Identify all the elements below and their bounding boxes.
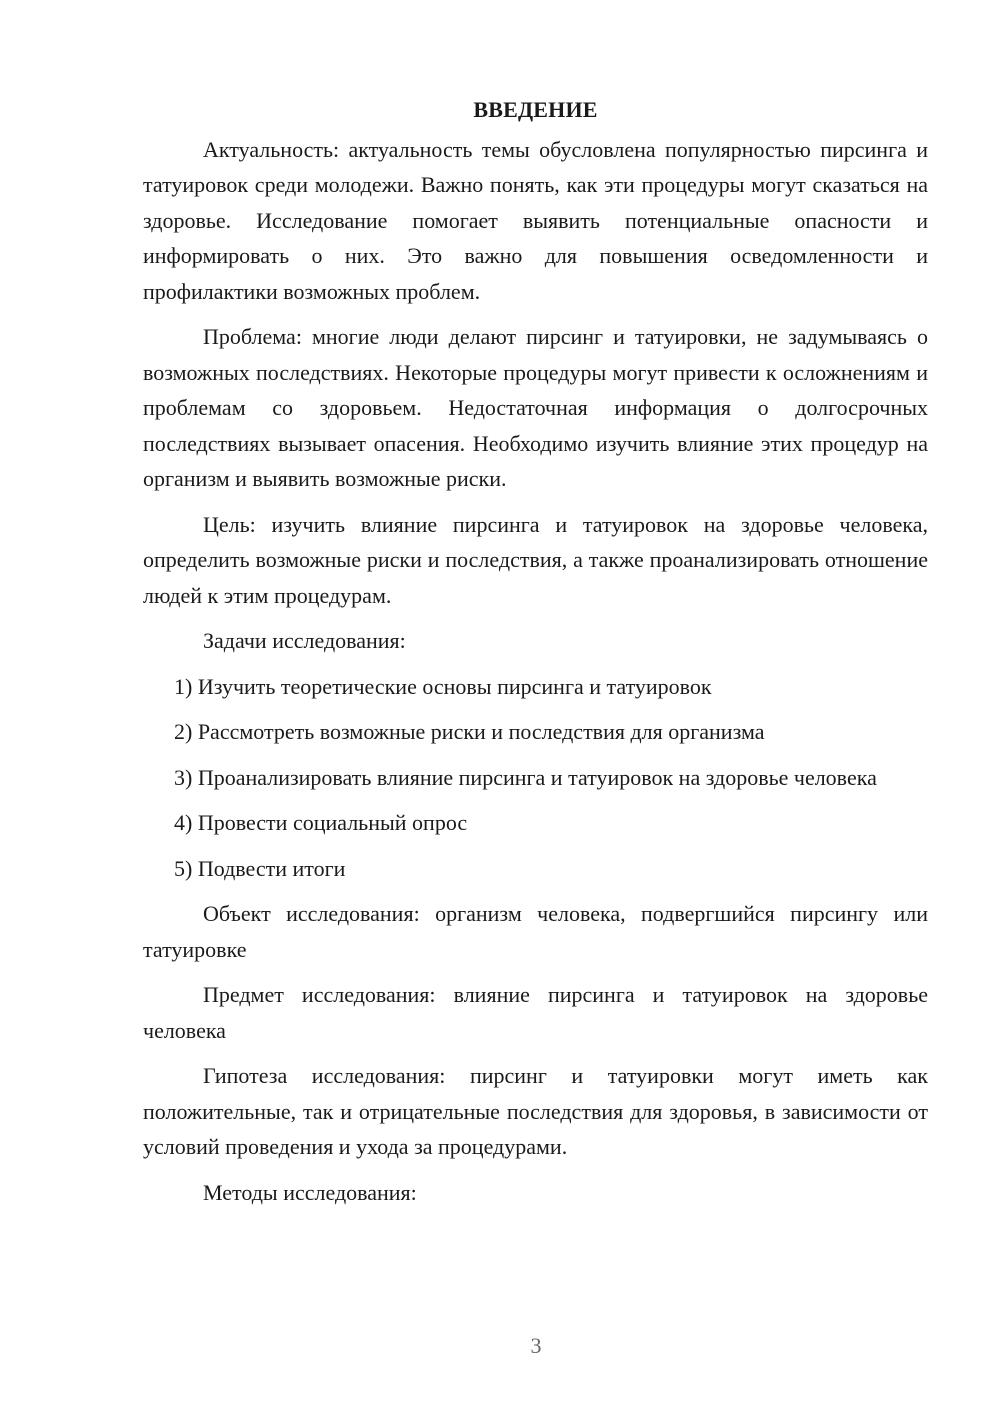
problem-paragraph: Проблема: многие люди делают пирсинг и татуировки, не задумываясь о возможных последствиях. Некоторые процедуры могут привести к осложнениям и проблемам со здоровьем. Недостаточная информация о долгосрочных последствиях вызывает опасения. Необходимо изучить влияние этих процедур на организм и выявить возможные риски. [143, 324, 928, 491]
list-item: 3) Проанализировать влияние пирсинга и татуировок на здоровье человека [174, 764, 877, 790]
page-number: 3 [530, 1333, 542, 1358]
document-page [143, 92, 928, 1220]
subject-paragraph: Предмет исследования: влияние пирсинга и татуировок на здоровье человека [143, 982, 928, 1043]
list-item: 1) Изучить теоретические основы пирсинга и татуировок [174, 673, 712, 699]
list-item: 5) Подвести итоги [174, 855, 346, 881]
tasks-heading: Задачи исследования: [203, 628, 406, 653]
tasks-list [143, 669, 928, 887]
section-title: ВВЕДЕНИЕ [473, 97, 598, 122]
object-paragraph: Объект исследования: организм человека, подвергшийся пирсингу или татуировке [143, 901, 928, 962]
methods-heading: Методы исследования: [203, 1179, 417, 1205]
hypothesis-paragraph: Гипотеза исследования: пирсинг и татуировки могут иметь как положительные, так и отрицательные последствия для здоровья, в зависимости от условий проведения и ухода за процедурами. [143, 1063, 928, 1159]
list-item: 2) Рассмотреть возможные риски и последствия для организма [174, 719, 765, 744]
relevance-paragraph: Актуальность: актуальность темы обусловлена популярностью пирсинга и татуировок среди молодежи. Важно понять, как эти процедуры могут сказаться на здоровье. Исследование помогает выявить потенциальные опасности и информировать о них. Это важно для повышения осведомленности и профилактики возможных проблем. [143, 136, 928, 304]
goal-paragraph: Цель: изучить влияние пирсинга и татуировок на здоровье человека, определить возможные риски и последствия, а также проанализировать отношение людей к этим процедурам. [143, 511, 928, 608]
list-item: 4) Провести социальный опрос [174, 810, 468, 835]
